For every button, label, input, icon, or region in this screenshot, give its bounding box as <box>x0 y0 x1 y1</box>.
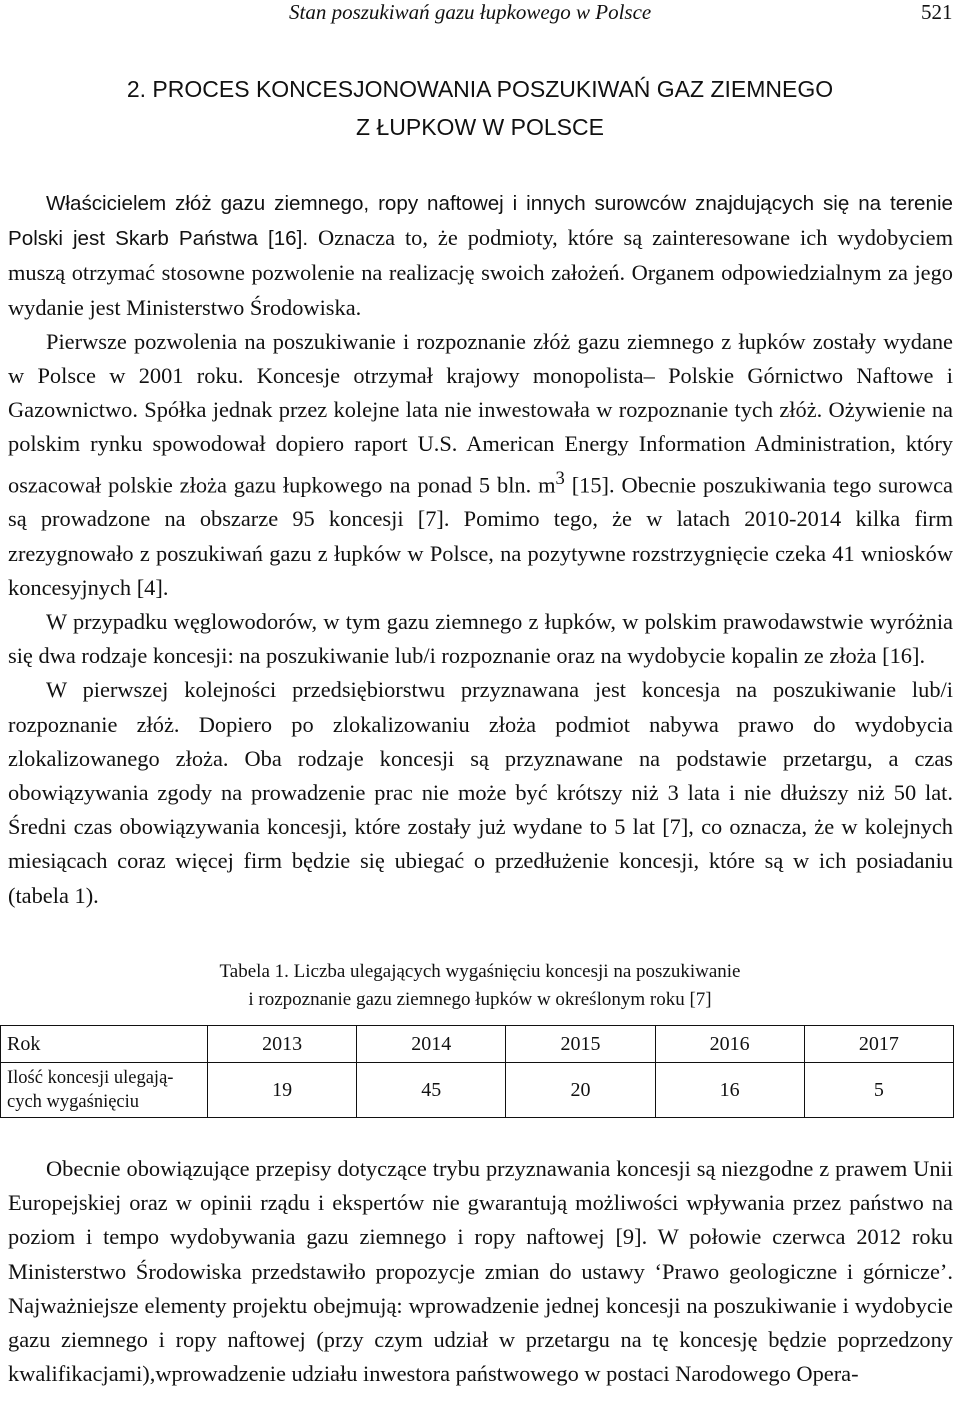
paragraph-5: Obecnie obowiązujące przepisy dotyczące trybu przyznawania koncesji są niezgodne z prawem Unii Europejskiej oraz w opinii rządu i ekspertów nie gwarantują możliwości wpływania przez państwo na poziom i tempo wydobywania gazu ziemnego i ropy naftowej [9]. W połowie czerwca 2012 roku Ministerstwo Środowiska przedstawiło propozycje zmian do ustawy ‘Prawo geologiczne i górnicze’. Najważniejsze elementy projektu obejmują: wprowadzenie jednej koncesji na poszukiwanie i wydobycie gazu ziemnego i ropy naftowej (przy czym udział w przetargu na tę koncesję będzie poprzedzony kwalifikacjami),wprowadzenie udziału inwestora państwowego w postaci Narodowego Opera- <box>8 1156 953 1387</box>
section-heading-line2: Z ŁUPKOW W POLSCE <box>356 114 604 140</box>
year-cell: 2014 <box>357 1026 506 1063</box>
page-number: 521 <box>921 0 953 24</box>
count-cell: 19 <box>208 1063 357 1118</box>
paragraph-2-part-a: Pierwsze pozwolenia na poszukiwanie i rozpoznanie złóż gazu ziemnego z łupków zostały wydane w Polsce w 2001 roku. Koncesje otrzymał krajowy monopolista– Polskie Górnictwo Naftowe i Gazownictwo. Spółka jednak przez kolejne lata nie inwestowała w rozpoznanie tych złóż. Ożywienie na polskim rynku spowodował dopiero raport U.S. American Energy Information Administration, który oszacował polskie złoża gazu łupkowego na ponad 5 bln. m <box>8 328 953 498</box>
year-cell: 2015 <box>506 1026 655 1063</box>
table-caption <box>0 958 960 1014</box>
body-text-upper <box>8 186 953 913</box>
running-header <box>0 0 960 34</box>
year-cell: 2013 <box>208 1026 357 1063</box>
table-caption-line1: Tabela 1. Liczba ulegających wygaśnięciu koncesji na poszukiwanie <box>219 961 741 982</box>
year-cell: 2016 <box>655 1026 804 1063</box>
count-cell: 5 <box>804 1063 953 1118</box>
year-cell: 2017 <box>804 1026 953 1063</box>
count-cell: 16 <box>655 1063 804 1118</box>
running-title: Stan poszukiwań gazu łupkowego w Polsce <box>289 0 652 24</box>
paragraph-3: W przypadku węglowodorów, w tym gazu ziemnego z łupków, w polskim prawodawstwie wyróżnia się dwa rodzaje koncesji: na poszukiwanie lub/i rozpoznanie oraz na wydobycie kopalin ze złoża [16]. <box>8 608 953 669</box>
paragraph-1 <box>8 186 953 325</box>
row-label-count <box>1 1063 208 1118</box>
table-row-years <box>1 1026 954 1063</box>
table-row-counts <box>1 1063 954 1118</box>
row-label-count-line2: cych wygaśnięciu <box>7 1092 140 1112</box>
paragraph-2-part-b: [15]. Obecnie poszukiwania tego surowca są prowadzone na obszarze 95 koncesji [7]. Pomimo tego, że w latach 2010-2014 kilka firm zrezygnowało z poszukiwań gazu z łupków w Polsce, na pozytywne rozstrzygnięcie czeka 41 wniosków koncesyjnych [4]. <box>8 472 953 600</box>
paragraph-1-serif-part: Oznacza to, że podmioty, które są zainteresowane ich wydobyciem muszą otrzymać stosowne pozwolenie na realizację swoich założeń. Organem odpowiedzialnym za jego wydanie jest Ministerstwo Środowiska. <box>8 225 953 320</box>
paragraph-2 <box>8 325 953 605</box>
row-label-count-line1: Ilość koncesji ulegają- <box>7 1068 174 1088</box>
section-heading <box>0 70 960 146</box>
concessions-table <box>0 1025 954 1118</box>
row-label-year: Rok <box>1 1026 208 1063</box>
paragraph-4: W pierwszej kolejności przedsiębiorstwu przyznawana jest koncesja na poszukiwanie lub/i rozpoznanie złóż. Dopiero po zlokalizowaniu złoża podmiot nabywa prawo do wydobycia zlokalizowanego złoża. Oba rodzaje koncesji są przyznawane na podstawie przetargu, a czas obowiązywania zgody na prowadzenie prac nie może być krótszy niż 3 lata i nie dłuższy niż 50 lat. Średni czas obowiązywania koncesji, które zostały już wydane to 5 lat [7], co oznacza, że w kolejnych miesiącach coraz więcej firm będzie się ubiegać o przedłużenie koncesji, które są w ich posiadaniu (tabela 1). <box>8 677 953 908</box>
paragraph-1-sans-part: Właścicielem złóż gazu ziemnego, ropy naftowej i innych surowców znajdujących się na terenie Polski jest Skarb Państwa [16]. <box>8 192 953 251</box>
table-caption-line2: i rozpoznanie gazu ziemnego łupków w określonym roku [7] <box>248 989 712 1010</box>
body-text-lower <box>8 1152 953 1391</box>
count-cell: 20 <box>506 1063 655 1118</box>
section-heading-line1: 2. PROCES KONCESJONOWANIA POSZUKIWAŃ GAZ ZIEMNEGO <box>126 76 834 102</box>
count-cell: 45 <box>357 1063 506 1118</box>
superscript-3: 3 <box>555 467 565 489</box>
